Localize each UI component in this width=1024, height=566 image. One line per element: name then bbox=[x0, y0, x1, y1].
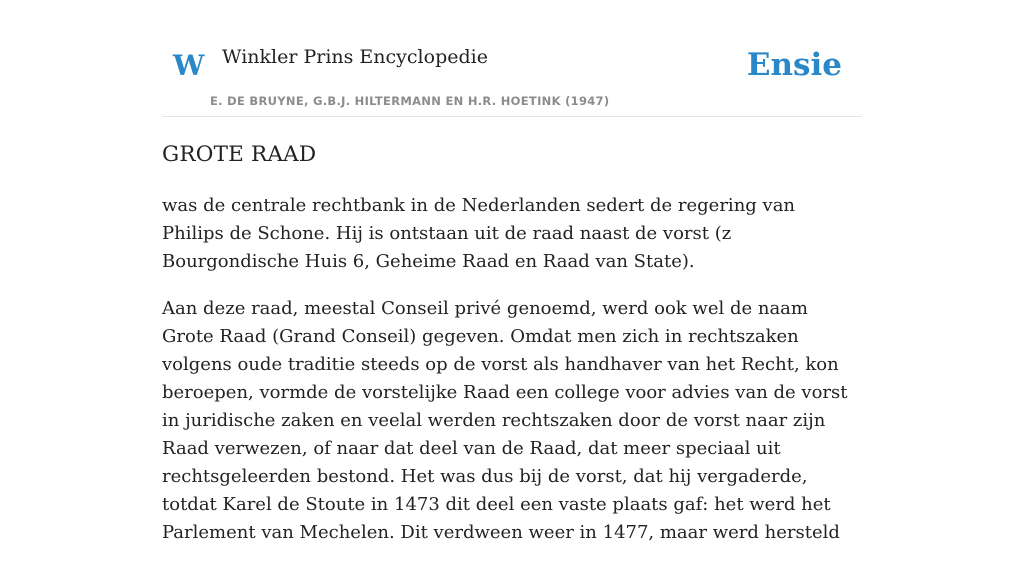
ensie-logo-link[interactable]: Ensie bbox=[746, 47, 842, 83]
publication-logo-icon: W bbox=[173, 49, 205, 82]
article-title: GROTE RAAD bbox=[162, 142, 317, 167]
publication-authors: E. DE BRUYNE, G.B.J. HILTERMANN EN H.R. HOETINK (1947) bbox=[210, 94, 610, 108]
publication-title[interactable]: Winkler Prins Encyclopedie bbox=[222, 46, 488, 68]
article bbox=[162, 138, 862, 566]
article-paragraph: Aan deze raad, meestal Conseil privé genoemd, werd ook wel de naam Grote Raad (Grand Conseil) gegeven. Omdat men zich in rechtszaken volgens oude traditie steeds op de vorst als handhaver van het Recht, kon beroepen, vormde de vorstelijke Raad een college voor advies van de vorst in juridische zaken en veelal werden rechtszaken door de vorst naar zijn Raad verwezen, of naar dat deel van de Raad, dat meer speciaal uit rechtsgeleerden bestond. Het was dus bij de vorst, dat hij vergaderde, totdat Karel de Stoute in 1473 dit deel een vaste plaats gaf: het werd het Parlement van Mechelen. Dit verdween weer in 1477, maar werd hersteld bbox=[162, 298, 848, 543]
article-paragraph: was de centrale rechtbank in de Nederlanden sedert de regering van Philips de Schone. Hij is ontstaan uit de raad naast de vorst (z Bourgondische Huis 6, Geheime Raad en Raad van State). bbox=[162, 195, 796, 272]
page-header bbox=[162, 0, 862, 117]
